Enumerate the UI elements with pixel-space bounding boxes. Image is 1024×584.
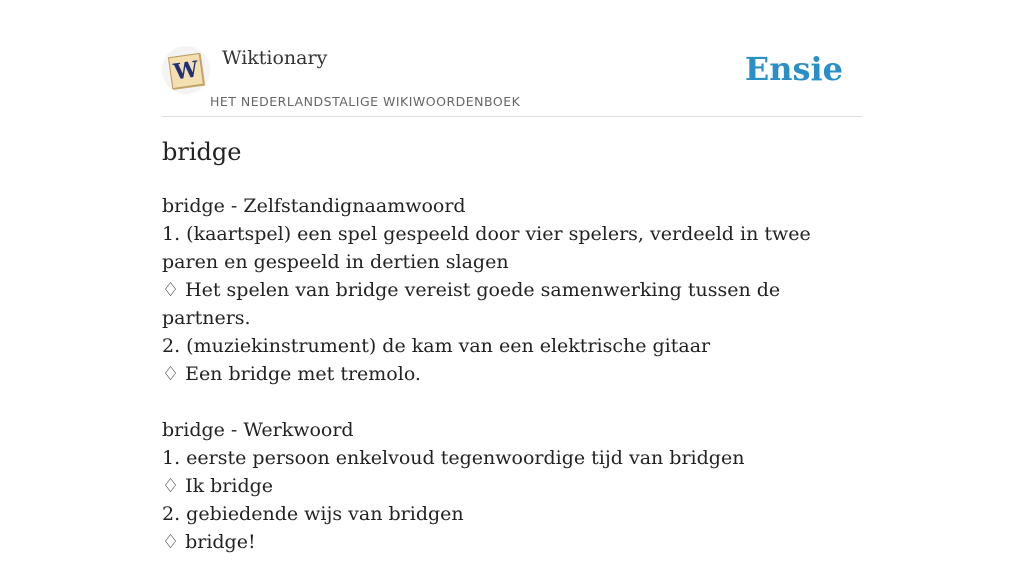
example-line: ♢ Een bridge met tremolo. xyxy=(162,363,421,385)
page-title: bridge xyxy=(162,138,242,166)
entry-heading: bridge - Werkwoord xyxy=(162,419,354,441)
site-header xyxy=(162,40,862,117)
definition-line: 1. eerste persoon enkelvoud tegenwoordige tijd van bridgen xyxy=(162,447,745,469)
definition-line: 1. (kaartspel) een spel gespeeld door vier spelers, verdeeld in twee paren en gespeeld in dertien slagen xyxy=(162,223,811,273)
logo-tile xyxy=(168,53,204,89)
entry-heading: bridge - Zelfstandignaamwoord xyxy=(162,195,466,217)
example-line: ♢ Het spelen van bridge vereist goede samenwerking tussen de partners. xyxy=(162,279,781,329)
entry-verb xyxy=(162,416,842,556)
entry-noun xyxy=(162,192,842,388)
site-name[interactable]: Wiktionary xyxy=(222,47,328,69)
definition-line: 2. (muziekinstrument) de kam van een elektrische gitaar xyxy=(162,335,711,357)
ensie-brand-link[interactable]: Ensie xyxy=(744,50,843,88)
logo-letter: W xyxy=(171,56,201,86)
example-line: ♢ Ik bridge xyxy=(162,475,274,497)
example-line: ♢ bridge! xyxy=(162,531,256,553)
definition-list xyxy=(162,192,842,584)
site-tagline: HET NEDERLANDSTALIGE WIKIWOORDENBOEK xyxy=(210,94,521,109)
wiktionary-logo-icon[interactable] xyxy=(162,46,210,94)
definition-line: 2. gebiedende wijs van bridgen xyxy=(162,503,464,525)
